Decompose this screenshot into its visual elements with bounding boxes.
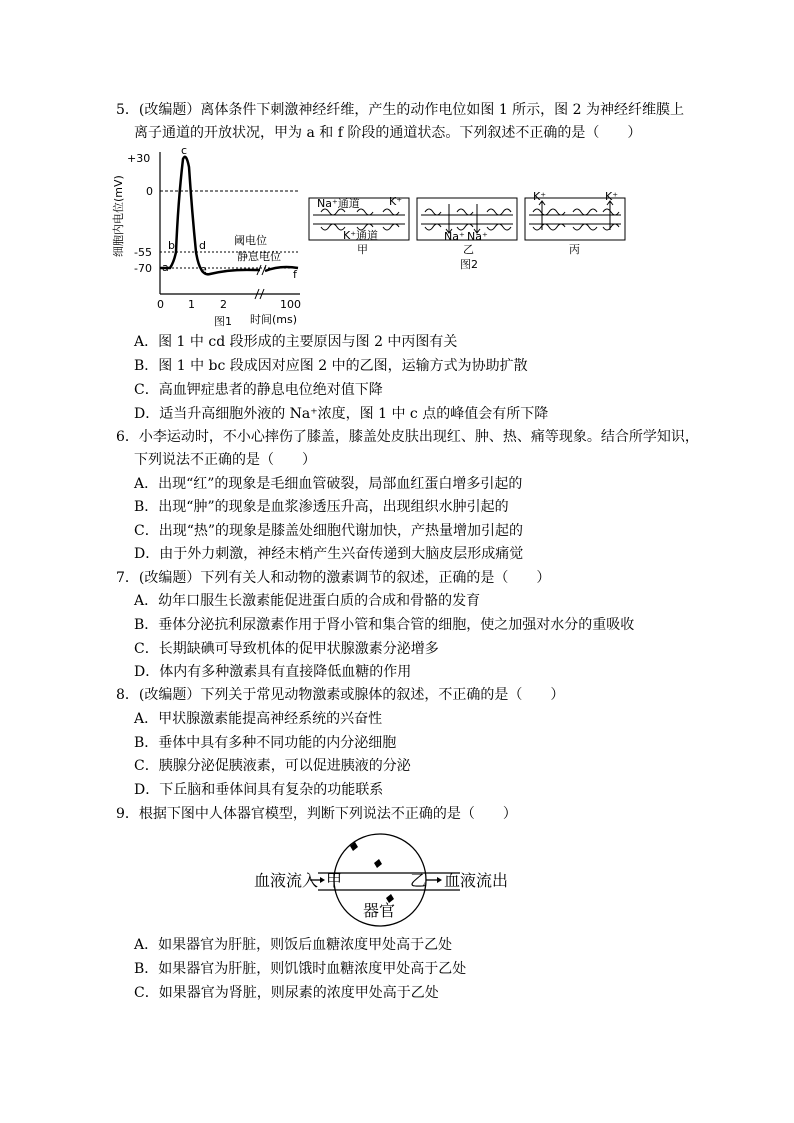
fig2-na-ion-label: Na⁺ xyxy=(444,230,465,243)
fig1-point-e: e xyxy=(200,263,207,276)
q5-stem-line1: 5．(改编题）离体条件下刺激神经纤维，产生的动作电位如图 1 所示，图 2 为神经纤维膜上 xyxy=(116,102,684,118)
fig2-k-top-label: K⁺ xyxy=(533,190,547,203)
q5-option-b: B．图 1 中 bc 段成因对应图 2 中的乙图，运输方式为协助扩散 xyxy=(134,358,528,374)
fig2-panel-jia xyxy=(309,195,409,256)
fig2-panel-label-yi: 乙 xyxy=(463,243,474,256)
fig1-point-b: b xyxy=(168,239,175,252)
fig2-na-channel-label: Na⁺通道 xyxy=(317,197,360,210)
q8-option-a: A．甲状腺激素能提高神经系统的兴奋性 xyxy=(134,711,383,727)
fig1-x-label: 时间(ms) xyxy=(250,313,298,326)
q9-option-a: A．如果器官为肝脏，则饭后血糖浓度甲处高于乙处 xyxy=(134,937,453,953)
q5-option-a: A．图 1 中 cd 段形成的主要原因与图 2 中丙图有关 xyxy=(134,334,458,350)
q9-option-c: C．如果器官为肾脏，则尿素的浓度甲处高于乙处 xyxy=(134,985,439,1001)
fig2-na-ion-label: Na⁺ xyxy=(467,230,488,243)
q6-stem-line1: 6．小李运动时，不小心摔伤了膝盖，膝盖处皮肤出现红、肿、热、痛等现象。结合所学知识， xyxy=(116,429,699,445)
fig2-panel-label-jia: 甲 xyxy=(357,243,368,256)
q6-option-a: A．出现“红”的现象是毛细血管破裂，局部血红蛋白增多引起的 xyxy=(134,476,523,492)
q6-option-c: C．出现“热”的现象是膝盖处细胞代谢加快，产热量增加引起的 xyxy=(134,523,524,539)
fig1-point-d: d xyxy=(199,239,206,252)
q5-option-c: C．高血钾症患者的静息电位绝对值下降 xyxy=(134,382,383,398)
fig1-caption: 图1 xyxy=(214,315,232,328)
fig2-panel-bing xyxy=(525,190,625,256)
q7-option-a: A．幼年口服生长激素能促进蛋白质的合成和骨骼的发育 xyxy=(134,593,481,609)
fig1-ytick-30: +30 xyxy=(127,152,151,165)
fig1-xtick-2: 2 xyxy=(220,298,227,311)
fig1-ytick-0: 0 xyxy=(146,185,153,198)
q9-organ-figure xyxy=(250,832,520,932)
q8-option-c: C．胰腺分泌促胰液素，可以促进胰液的分泌 xyxy=(134,758,411,774)
q7-option-c: C．长期缺碘可导致机体的促甲状腺激素分泌增多 xyxy=(134,641,439,657)
q8-option-b: B．垂体中具有多种不同功能的内分泌细胞 xyxy=(134,735,397,751)
q9-yi-label: 乙 xyxy=(410,871,427,890)
q8-option-d: D．下丘脑和垂体间具有复杂的功能联系 xyxy=(134,782,384,798)
q7-option-d: D．体内有多种激素具有直接降低血糖的作用 xyxy=(134,664,412,680)
q9-option-b: B．如果器官为肝脏，则饥饿时血糖浓度甲处高于乙处 xyxy=(134,961,467,977)
fig1-xtick-100: 100 xyxy=(280,298,301,311)
fig1-point-c: c xyxy=(181,144,188,157)
fig1-ytick-55: -55 xyxy=(134,246,152,259)
fig1-point-a: a xyxy=(162,261,169,274)
q7-stem: 7．(改编题）下列有关人和动物的激素调节的叙述，正确的是（ ） xyxy=(116,570,551,586)
fig2-k-channel-label: K⁺通道 xyxy=(343,229,379,242)
fig2-caption: 图2 xyxy=(460,258,478,271)
q6-stem-line2: 下列说法不正确的是（ ） xyxy=(134,452,316,468)
q9-stem: 9．根据下图中人体器官模型，判断下列说法不正确的是（ ） xyxy=(116,806,517,822)
fig2-k-top-label: K⁺ xyxy=(389,195,403,208)
q9-inflow-label: 血液流入 xyxy=(254,871,319,890)
fig1-xtick-1: 1 xyxy=(188,298,195,311)
q5-option-d: D．适当升高细胞外液的 Na⁺浓度，图 1 中 c 点的峰值会有所下降 xyxy=(134,406,549,422)
q5-figure-2 xyxy=(307,190,635,280)
fig1-point-f: f xyxy=(293,268,297,281)
fig1-ytick-70: -70 xyxy=(134,262,152,275)
fig2-panel-yi xyxy=(417,198,517,271)
fig2-k-top-label: K⁺ xyxy=(605,190,619,203)
q9-organ-label: 器官 xyxy=(363,901,396,920)
q9-jia-label: 甲 xyxy=(326,871,343,890)
fig1-y-label: 细胞内电位(mV) xyxy=(112,175,125,257)
q5-figure-1 xyxy=(110,142,310,332)
fig1-resting-label: 静息电位 xyxy=(237,250,281,263)
q6-option-d: D．由于外力刺激，神经末梢产生兴奋传递到大脑皮层形成痛觉 xyxy=(134,546,524,562)
fig1-xtick-0: 0 xyxy=(157,298,164,311)
q9-outflow-label: 血液流出 xyxy=(444,871,509,890)
q6-option-b: B．出现“肿”的现象是血浆渗透压升高，出现组织水肿引起的 xyxy=(134,499,509,515)
q5-stem-line2: 离子通道的开放状况，甲为 a 和 f 阶段的通道状态。下列叙述不正确的是（ ） xyxy=(134,125,642,141)
fig1-threshold-label: 阈电位 xyxy=(234,234,267,247)
q7-option-b: B．垂体分泌抗利尿激素作用于肾小管和集合管的细胞，使之加强对水分的重吸收 xyxy=(134,617,635,633)
q8-stem: 8．(改编题）下列关于常见动物激素或腺体的叙述，不正确的是（ ） xyxy=(116,687,565,703)
outflow-arrow-head xyxy=(437,877,442,883)
inflow-arrow-head xyxy=(320,877,325,883)
fig2-panel-label-bing: 丙 xyxy=(569,243,580,256)
